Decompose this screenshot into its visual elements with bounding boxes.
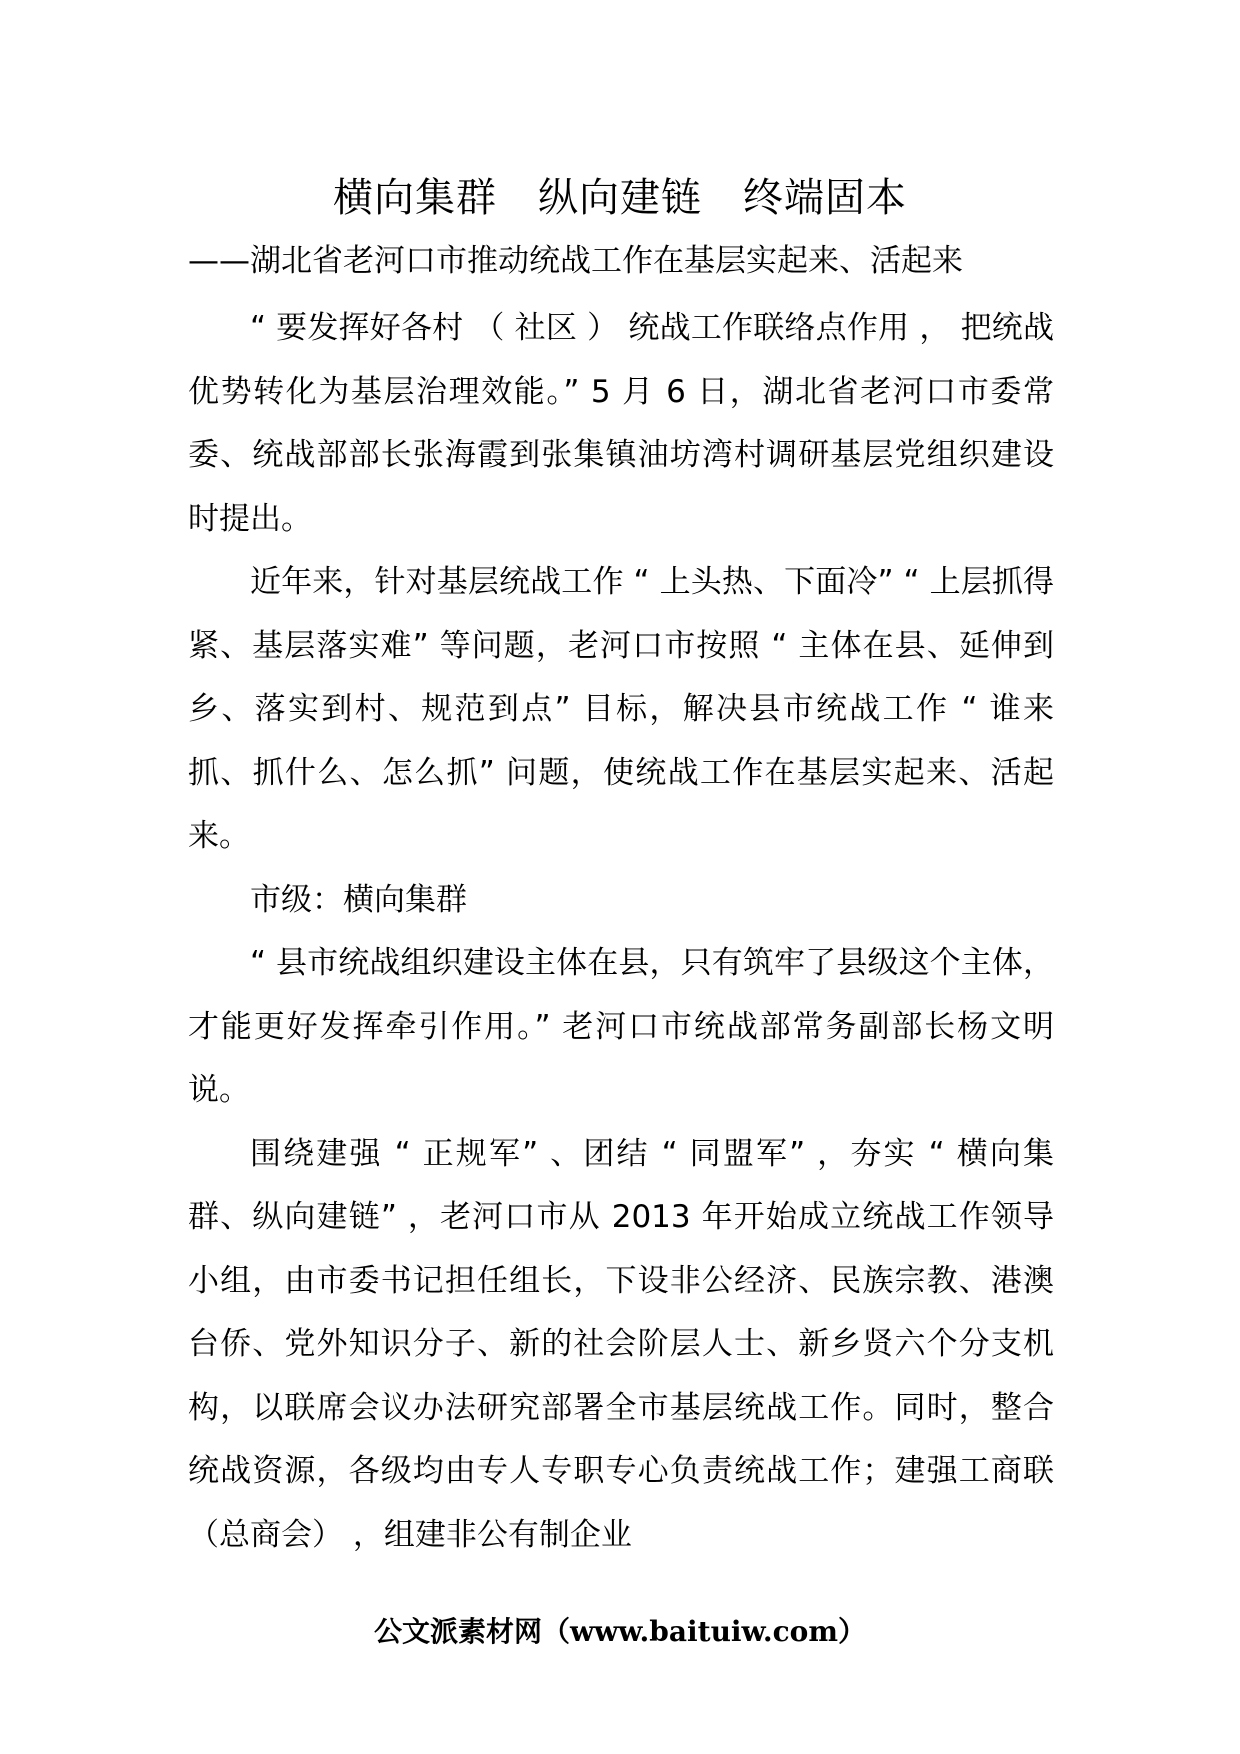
document-title: 横向集群 纵向建链 终端固本 <box>333 175 907 221</box>
body-paragraph: 围绕建强 “ 正规军” 、团结 “ 同盟军” ，夯实 “ 横向集群、纵向建链” ，老河口市从 2013 年开始成立统战工作领导小组，由市委书记担任组长，下设非公经济、民族宗教、港澳台侨、党外知识分子、新的社会阶层人士、新乡贤六个分支机构，以联席会议办法研究部署全市基层统战工作。同时，整合统战资源，各级均由专人专职专心负责统战工作；建强工商联（总商会） ，组建非公有制企业 <box>188 1135 1054 1553</box>
body-paragraph: 近年来，针对基层统战工作 “ 上头热、下面冷” “ 上层抓得紧、基层落实难” 等问题，老河口市按照 “ 主体在县、延伸到乡、落实到村、规范到点” 目标，解决县市统战工作 “ 谁来抓、抓什么、怎么抓” 问题，使统战工作在基层实起来、活起来。 <box>188 564 1054 854</box>
footer-watermark: 公文派素材网（www.baituiw.com） <box>374 1615 866 1648</box>
body-paragraph: “ 要发挥好各村 （ 社区 ） 统战工作联络点作用 ， 把统战优势转化为基层治理效能。” 5 月 6 日，湖北省老河口市委常委、统战部部长张海霞到张集镇油坊湾村调研基层党组织建设时提出。 <box>188 310 1054 537</box>
document-body <box>188 297 1054 1567</box>
body-paragraph: “ 县市统战组织建设主体在县，只有筑牢了县级这个主体，才能更好发挥牵引作用。” 老河口市统战部常务副部长杨文明说。 <box>188 945 1054 1108</box>
document-subtitle: ——湖北省老河口市推动统战工作在基层实起来、活起来 <box>188 243 963 279</box>
section-heading: 市级：横向集群 <box>250 881 467 918</box>
